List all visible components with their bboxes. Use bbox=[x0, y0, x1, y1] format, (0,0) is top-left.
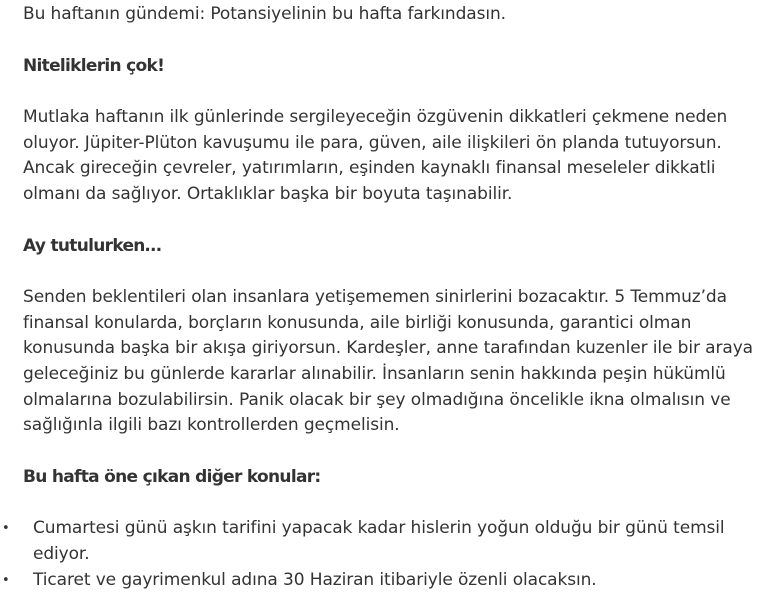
article-paragraph: Mutlaka haftanın ilk günlerinde sergileyeceğin özgüvenin dikkatleri çekmene neden oluyor. Jüpiter-Plüton kavuşumu ile para, güven, aile ilişkileri ön planda tutuyorsun. Ancak gireceğin çevreler, yatırımların, eşinden kaynaklı finansal meseleler dikkatli olmanı da sağlıyor. Ortaklıklar başka bir boyuta taşınabilir. bbox=[23, 105, 758, 207]
article-intro: Bu haftanın gündemi: Potansiyelinin bu hafta farkındasın. bbox=[23, 2, 758, 28]
bullet-icon: • bbox=[2, 516, 10, 542]
section-heading-other-topics: Bu hafta öne çıkan diğer konular: bbox=[23, 465, 758, 491]
section-heading-eclipse: Ay tutulurken… bbox=[23, 234, 758, 260]
article-paragraph: Senden beklentileri olan insanlara yetişememen sinirlerini bozacaktır. 5 Temmuz’da finansal konularda, borçların konusunda, aile birliği konusunda, garantici olman konusunda başka bir akışa giriyorsun. Kardeşler, anne tarafından kuzenler ile bir araya geleceğiniz bu günlerde kararlar alınabilir. İnsanların senin hakkında peşin hükümlü olmalarına bozulabilirsin. Panik olacak bir şey olmadığına öncelikle ikna olmalısın ve sağlığınla ilgili bazı kontrollerden geçmelisin. bbox=[23, 285, 758, 439]
list-item bbox=[0, 516, 758, 567]
list-item-text: Cumartesi günü aşkın tarifini yapacak kadar hislerin yoğun olduğu bir günü temsil ediyor. bbox=[33, 518, 725, 564]
list-item bbox=[0, 568, 758, 593]
list-item-text: Ticaret ve gayrimenkul adına 30 Haziran itibariyle özenli olacaksın. bbox=[33, 570, 597, 590]
article-body bbox=[23, 2, 758, 593]
section-heading-qualities: Niteliklerin çok! bbox=[23, 54, 758, 80]
topic-list bbox=[0, 516, 758, 593]
bullet-icon: • bbox=[2, 568, 10, 593]
